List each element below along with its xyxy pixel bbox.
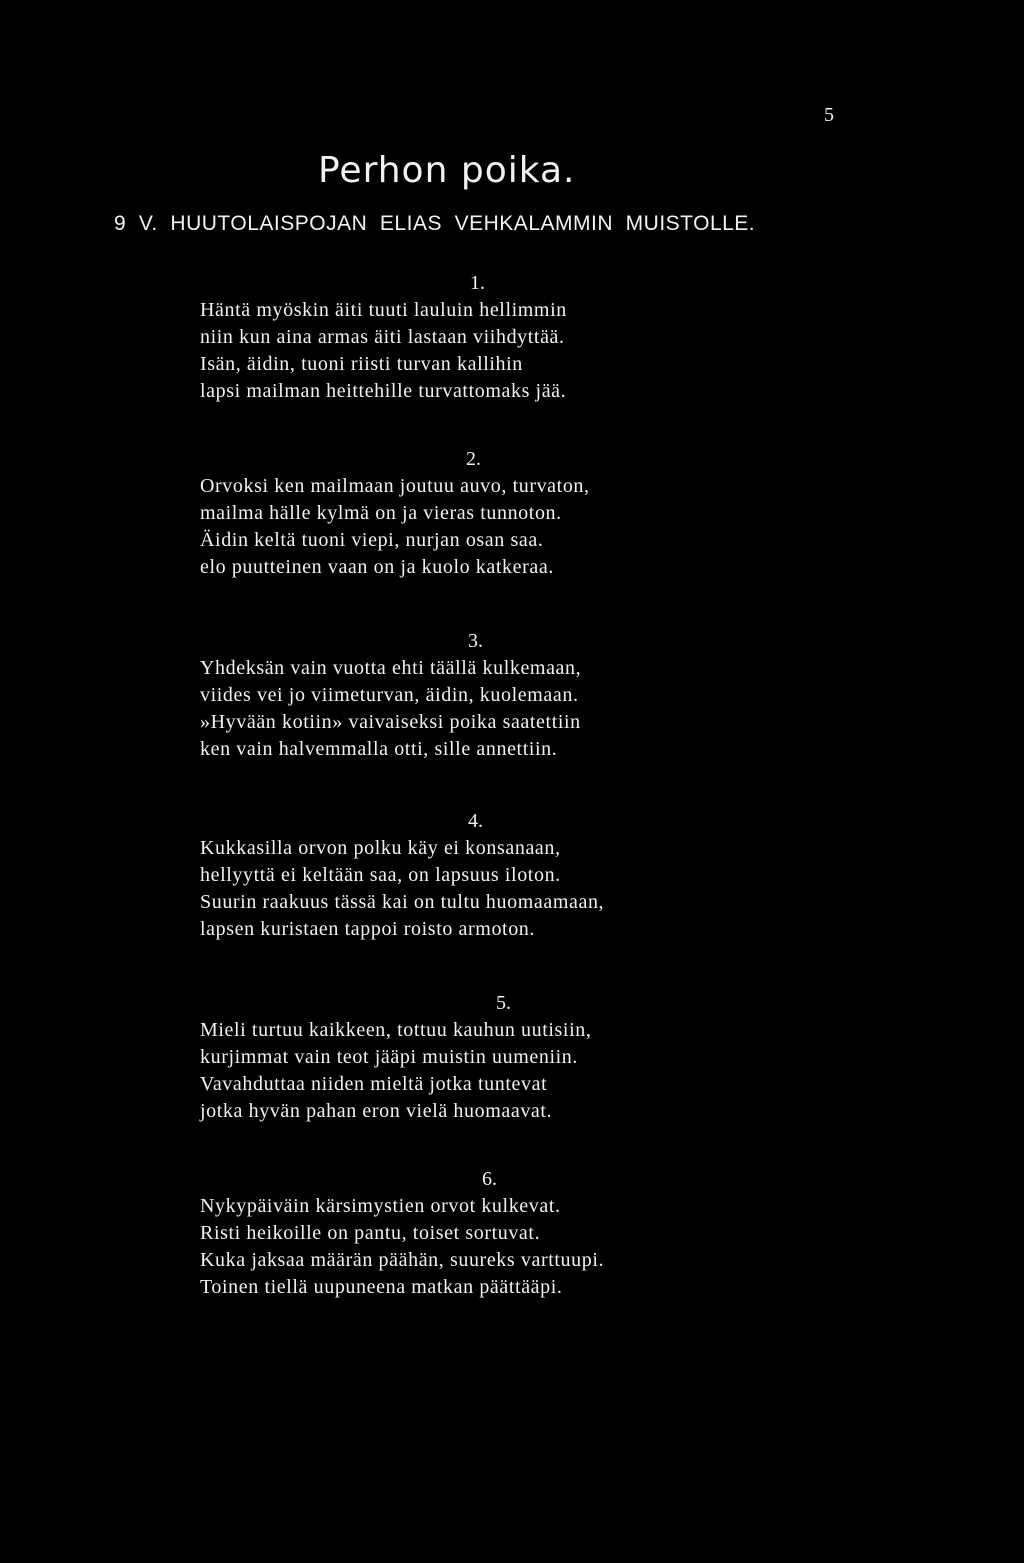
- verse-line: lapsi mailman heittehille turvattomaks jää.: [200, 380, 567, 402]
- verse-line: hellyyttä ei keltään saa, on lapsuus iloton.: [200, 864, 561, 886]
- verse-line: Yhdeksän vain vuotta ehti täällä kulkemaan,: [200, 657, 582, 679]
- stanza-2: [200, 446, 820, 581]
- verse-line: ken vain halvemmalla otti, sille annettiin.: [200, 738, 558, 760]
- verse-line: Kukkasilla orvon polku käy ei konsanaan,: [200, 837, 561, 859]
- stanza-1: [200, 270, 820, 405]
- verse-line: Kuka jaksaa määrän päähän, suureks varttuupi.: [200, 1249, 605, 1271]
- stanza-4: [200, 808, 820, 943]
- verse-line: elo puutteinen vaan on ja kuolo katkeraa.: [200, 556, 554, 578]
- verse-line: Orvoksi ken mailmaan joutuu auvo, turvaton,: [200, 475, 590, 497]
- poem-dedication: 9 V. HUUTOLAISPOJAN ELIAS VEHKALAMMIN MUISTOLLE.: [114, 212, 756, 235]
- verse-line: Nykypäiväin kärsimystien orvot kulkevat.: [200, 1195, 561, 1217]
- verse-line: lapsen kuristaen tappoi roisto armoton.: [200, 918, 536, 940]
- stanza-3: [200, 628, 820, 763]
- verse-line: jotka hyvän pahan eron vielä huomaavat.: [200, 1100, 553, 1122]
- stanza-6: [200, 1166, 820, 1301]
- verse-line: mailma hälle kylmä on ja vieras tunnoton.: [200, 502, 562, 524]
- verse-line: Vavahduttaa niiden mieltä jotka tuntevat: [200, 1073, 548, 1095]
- stanza-number: 2.: [466, 448, 481, 470]
- verse-line: Suurin raakuus tässä kai on tultu huomaamaan,: [200, 891, 605, 913]
- page-number: 5: [824, 104, 834, 126]
- verse-line: Mieli turtuu kaikkeen, tottuu kauhun uutisiin,: [200, 1019, 592, 1041]
- stanza-5: [200, 990, 820, 1125]
- verse-line: viides vei jo viimeturvan, äidin, kuolemaan.: [200, 684, 579, 706]
- stanza-number: 5.: [496, 992, 511, 1014]
- stanza-number: 3.: [468, 630, 483, 652]
- verse-line: »Hyvään kotiin» vaivaiseksi poika saatettiin: [200, 711, 581, 733]
- poem-title: Perhon poika.: [318, 150, 576, 191]
- verse-line: Toinen tiellä uupuneena matkan päättääpi.: [200, 1276, 563, 1298]
- verse-line: niin kun aina armas äiti lastaan viihdyttää.: [200, 326, 565, 348]
- verse-line: kurjimmat vain teot jääpi muistin uumeniin.: [200, 1046, 578, 1068]
- verse-line: Häntä myöskin äiti tuuti lauluin hellimmin: [200, 299, 567, 321]
- verse-line: Äidin keltä tuoni viepi, nurjan osan saa.: [200, 529, 544, 551]
- stanza-number: 1.: [470, 272, 485, 294]
- verse-line: Risti heikoille on pantu, toiset sortuvat.: [200, 1222, 541, 1244]
- stanza-number: 6.: [482, 1168, 497, 1190]
- verse-line: Isän, äidin, tuoni riisti turvan kallihin: [200, 353, 523, 375]
- stanza-number: 4.: [468, 810, 483, 832]
